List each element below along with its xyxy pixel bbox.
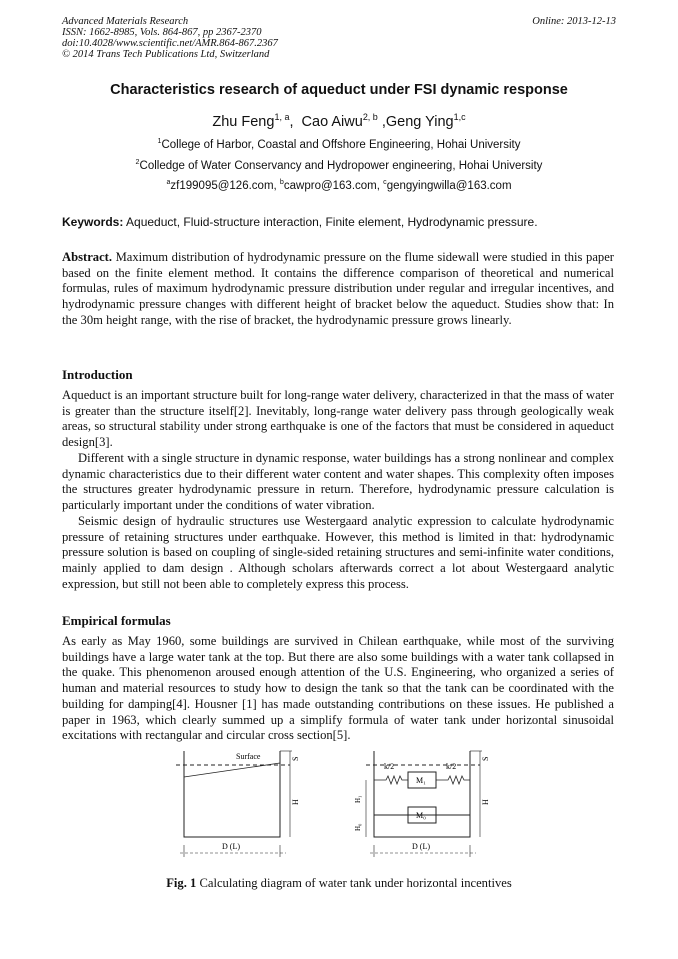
affiliation-2 xyxy=(0,160,678,172)
paper-title: Characteristics research of aqueduct under FSI dynamic response xyxy=(110,82,568,98)
h0-label: H₀ xyxy=(354,823,362,831)
spring-left xyxy=(374,776,408,784)
email-sup: c xyxy=(383,178,387,187)
keywords-text: Aqueduct, Fluid-structure interaction, Finite element, Hydrodynamic pressure. xyxy=(123,215,538,229)
m0-label: M₀ xyxy=(416,811,426,820)
abstract-label: Abstract. xyxy=(62,250,113,264)
email-text: cawpro@163.com, xyxy=(283,180,384,192)
author-sup: 1,c xyxy=(453,112,466,123)
doi-line: doi:10.4028/www.scientific.net/AMR.864-867.2367 xyxy=(62,38,278,49)
k-right-label: k/2 xyxy=(446,762,457,771)
author-name: Zhu Feng xyxy=(212,114,275,130)
author-list xyxy=(0,114,678,130)
caption-label: Fig. 1 xyxy=(166,876,197,890)
affiliation-1 xyxy=(0,139,678,151)
empirical-paragraph-1: As early as May 1960, some buildings are survived in Chilean earthquake, while most of the surviving buildings have a large water tank at the top. But there are also some buildings with a water tank collapsed in the quake. This phenomenon aroused enough attention of the U.S. Engineering, who organized a series of human and material resources to study how to design the tank so that the tank can be coordinated with the building for damping[4]. Housner [1] has made outstanding contributions on these issues. He published a paper in 1963, which clearly summed up a simplify formula of water tank under horizontal sinusoidal excitations with rectangular and circular cross section[5]. xyxy=(62,634,614,743)
affiliation-sup: 1 xyxy=(157,137,162,146)
section-heading-introduction: Introduction xyxy=(62,367,133,382)
d-label: D (L) xyxy=(412,842,430,851)
intro-paragraph-3: Seismic design of hydraulic structures use Westergaard analytic expression to calculate hydrodynamic pressure of retaining structures under earthquake. However, this method is limited in that: hydrodynamic pressure solution is based on coupling of single-sided retaining structures and semi-infinite water conditions, mainly applied to dam design . Although scholars afterwards correct a lot about Westergaard analytic expression, but still not been able to completely express this process. xyxy=(62,514,614,591)
h-label: H xyxy=(291,799,300,805)
tank-diagram xyxy=(0,745,678,865)
journal-header xyxy=(62,16,616,60)
intro-paragraph-1: Aqueduct is an important structure built for long-range water delivery, characterized in that the mass of water is greater than the structure itself[2]. Inevitably, long-range water delivery pass through geologically weak areas, so structural stability under strong earthquake is one of the factors that must be considered in aqueduct design[3]. xyxy=(62,388,614,450)
m1-label: M₁ xyxy=(416,776,426,785)
keywords xyxy=(62,215,616,229)
email-sup: a xyxy=(166,178,171,187)
email-text: zf199095@126.com, xyxy=(170,180,280,192)
affiliation-sup: 2 xyxy=(135,158,140,167)
tank-wall xyxy=(184,751,280,837)
h1-label: H₁ xyxy=(354,795,362,803)
caption-text: Calculating diagram of water tank under horizontal incentives xyxy=(196,876,512,890)
issn-line: ISSN: 1662-8985, Vols. 864-867, pp 2367-2370 xyxy=(62,27,262,38)
email-text: gengyingwilla@163.com xyxy=(386,180,512,192)
s-label: S xyxy=(481,756,490,761)
author-name: Cao Aiwu xyxy=(301,114,363,130)
author-sup: 1, a xyxy=(274,112,290,123)
figure-caption xyxy=(0,876,678,891)
h-label: H xyxy=(481,799,490,805)
author-sup: 2, b xyxy=(362,112,378,123)
s-label: S xyxy=(291,756,300,761)
abstract-text: Maximum distribution of hydrodynamic pressure on the flume sidewall were studied in this paper based on the finite element method. It contains the difference comparison of theoretical and numerical formulas, rules of maximum hydrodynamic pressure distribution under regular and irregular incentives, and hydrodynamic pressure changes with different height of bracket below the aqueduct. Studies show that: In the 30m height range, with the rise of bracket, the hydrodynamic pressure grows linearly. xyxy=(62,250,614,327)
affiliation-text: Colledge of Water Conservancy and Hydropower engineering, Hohai University xyxy=(139,160,543,172)
k-left-label: k/2 xyxy=(384,762,395,771)
online-date: Online: 2013-12-13 xyxy=(532,16,616,27)
section-heading-empirical: Empirical formulas xyxy=(62,613,171,628)
email-sup: b xyxy=(279,178,284,187)
copyright-line: © 2014 Trans Tech Publications Ltd, Switzerland xyxy=(62,49,270,60)
spring-right xyxy=(436,776,470,784)
email-list xyxy=(0,180,678,192)
intro-paragraph-2: Different with a single structure in dynamic response, water buildings has a strong nonlinear and complex dynamic characteristics due to their different water content and water shapes. This complexity often imposes the structures greater hydrodynamic pressure in return. Therefore, hydrodynamic pressure calculation is particularly important under the conditions of water vibration. xyxy=(62,451,614,513)
surface-label: Surface xyxy=(236,752,261,761)
author-sep: , xyxy=(289,114,302,130)
author-sep: , xyxy=(377,114,386,130)
author-name: Geng Ying xyxy=(385,114,454,130)
keywords-label: Keywords: xyxy=(62,215,124,229)
abstract xyxy=(62,250,614,329)
journal-name: Advanced Materials Research xyxy=(62,16,189,27)
d-label: D (L) xyxy=(222,842,240,851)
affiliation-text: College of Harbor, Coastal and Offshore Engineering, Hohai University xyxy=(161,139,521,151)
